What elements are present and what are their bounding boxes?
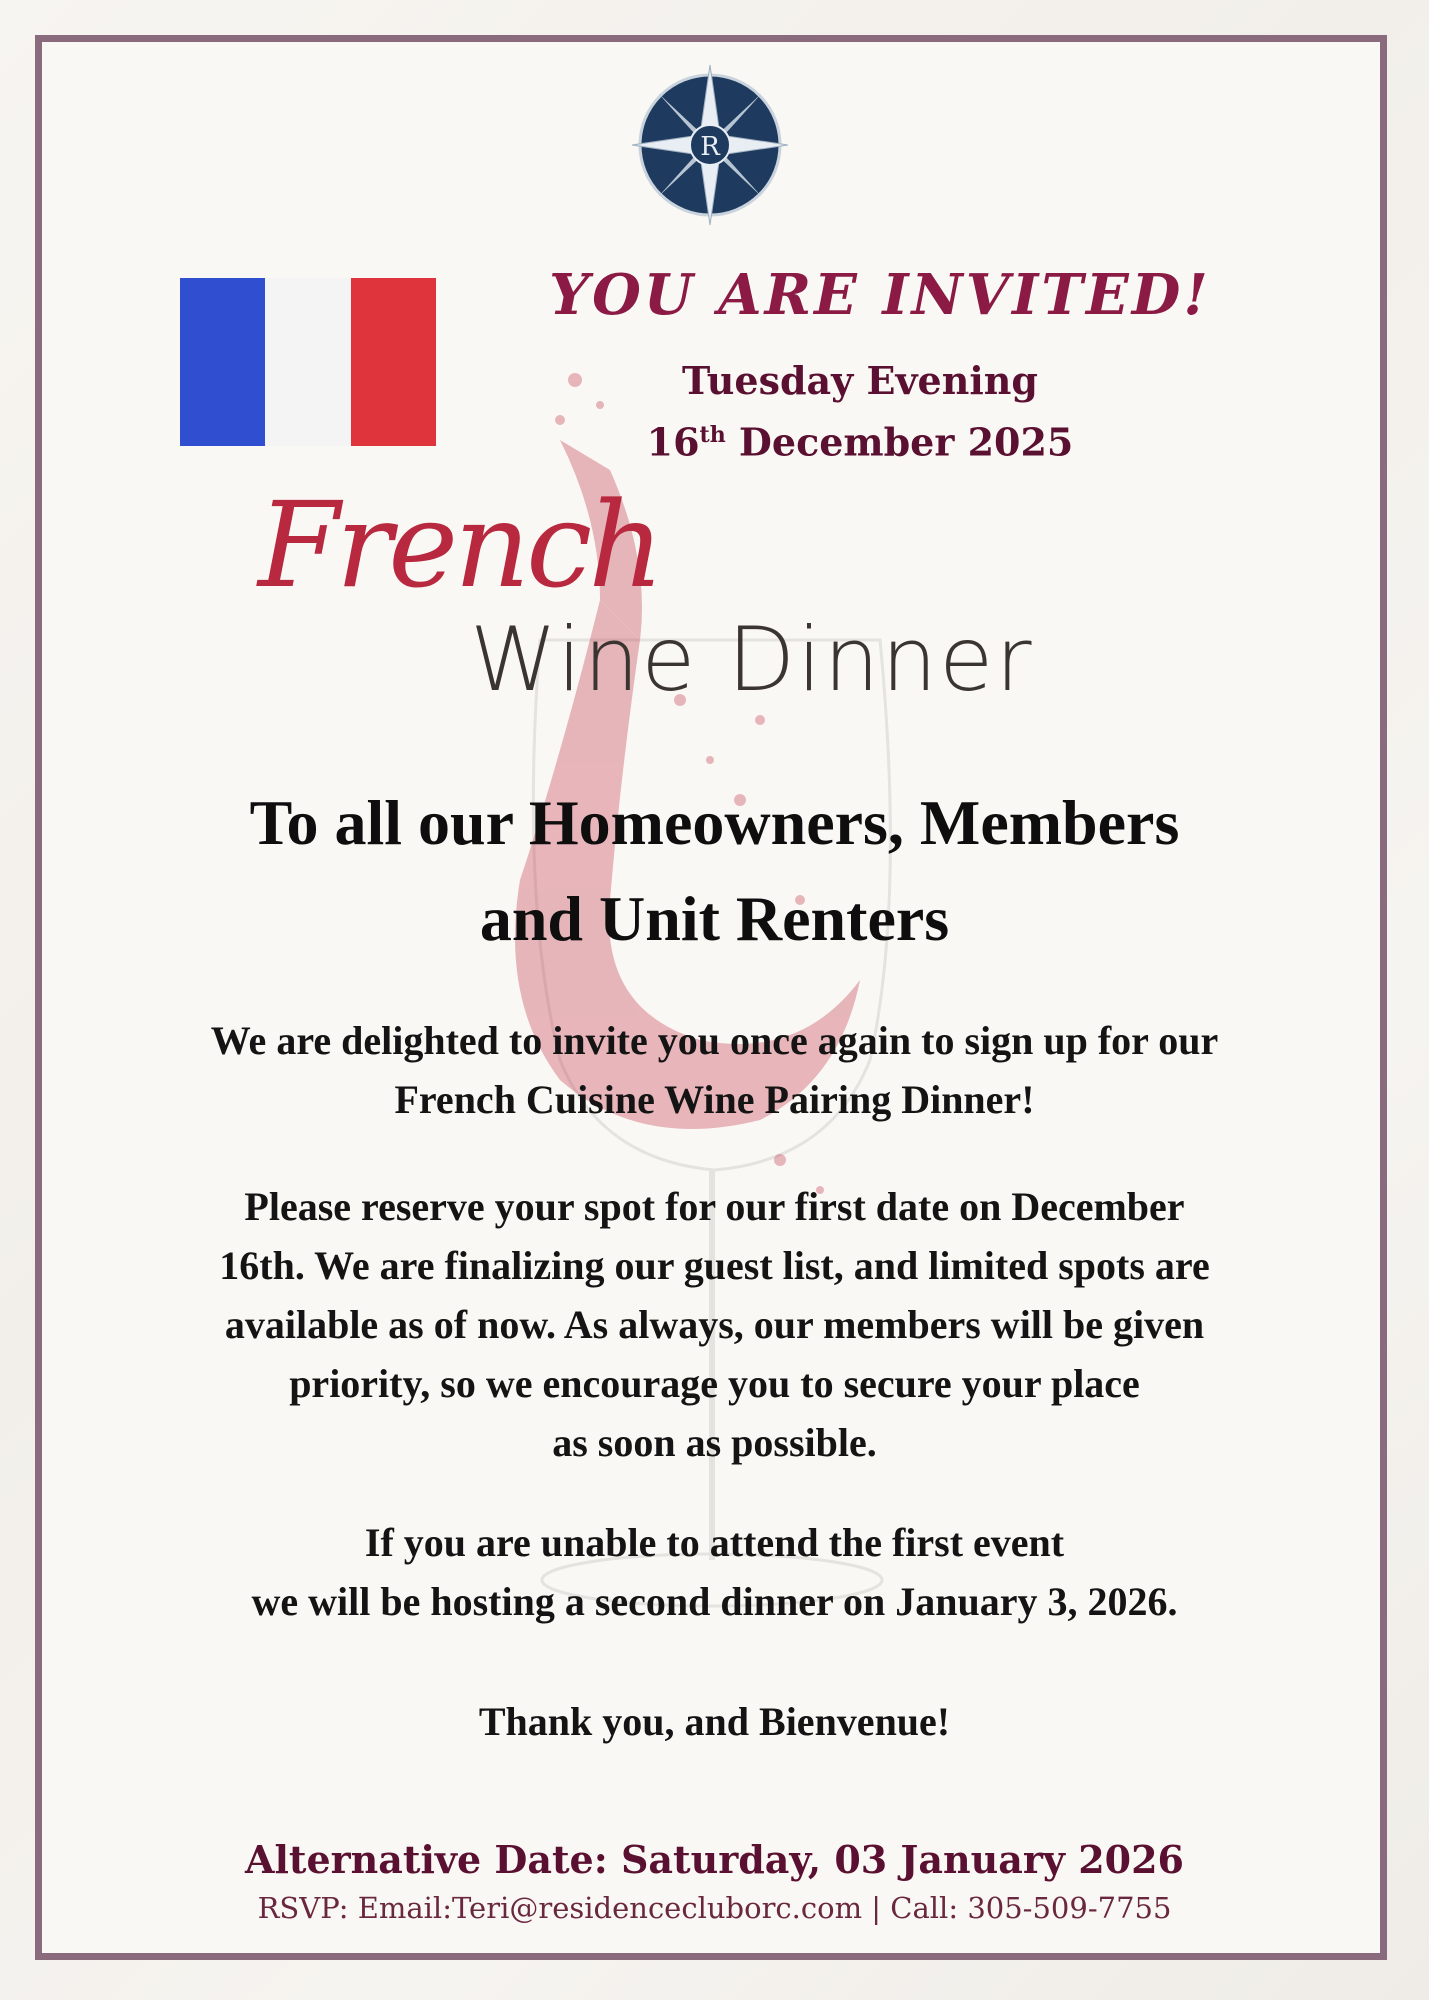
title-subtitle: Wine Dinner xyxy=(470,608,1034,711)
title-script: French xyxy=(258,476,661,614)
invitation-title: YOU ARE INVITED! xyxy=(549,262,1211,328)
logo-letter: R xyxy=(700,132,720,162)
heading-line: and Unit Renters xyxy=(479,883,950,954)
date-suffix: th xyxy=(699,422,726,448)
date-day: 16 xyxy=(646,419,700,465)
reservation-paragraph xyxy=(110,1177,1319,1472)
paragraph-line: We are delighted to invite you once again to sign up for our xyxy=(210,1018,1219,1063)
closing-line: Thank you, and Bienvenue! xyxy=(478,1699,951,1744)
event-date xyxy=(580,408,1140,470)
event-date-block xyxy=(580,354,1140,470)
paragraph-line: available as of now. As always, our members will be given xyxy=(224,1302,1205,1347)
alternative-date: Alternative Date: Saturday, 03 January 2026 xyxy=(245,1837,1184,1882)
intro-paragraph xyxy=(110,1011,1319,1129)
paragraph-line: French Cuisine Wine Pairing Dinner! xyxy=(394,1077,1035,1122)
compass-rose-logo xyxy=(630,60,790,230)
french-flag-icon xyxy=(180,278,436,446)
paragraph-line: priority, so we encourage you to secure your place xyxy=(289,1361,1140,1406)
date-month-year: December 2025 xyxy=(725,419,1074,465)
rsvp-contact: RSVP: Email:Teri@residencecluborc.com | Call: 305-509-7755 xyxy=(257,1891,1172,1925)
paragraph-line: If you are unable to attend the first event xyxy=(364,1520,1065,1565)
paragraph-line: 16th. We are finalizing our guest list, and limited spots are xyxy=(219,1243,1210,1288)
event-day: Tuesday Evening xyxy=(682,358,1038,403)
paragraph-line: Please reserve your spot for our first date on December xyxy=(244,1184,1185,1229)
heading-line: To all our Homeowners, Members xyxy=(249,787,1180,858)
audience-heading xyxy=(110,775,1319,967)
paragraph-line: we will be hosting a second dinner on January 3, 2026. xyxy=(251,1579,1178,1624)
paragraph-line: as soon as possible. xyxy=(552,1420,877,1465)
second-dinner-paragraph xyxy=(110,1513,1319,1631)
